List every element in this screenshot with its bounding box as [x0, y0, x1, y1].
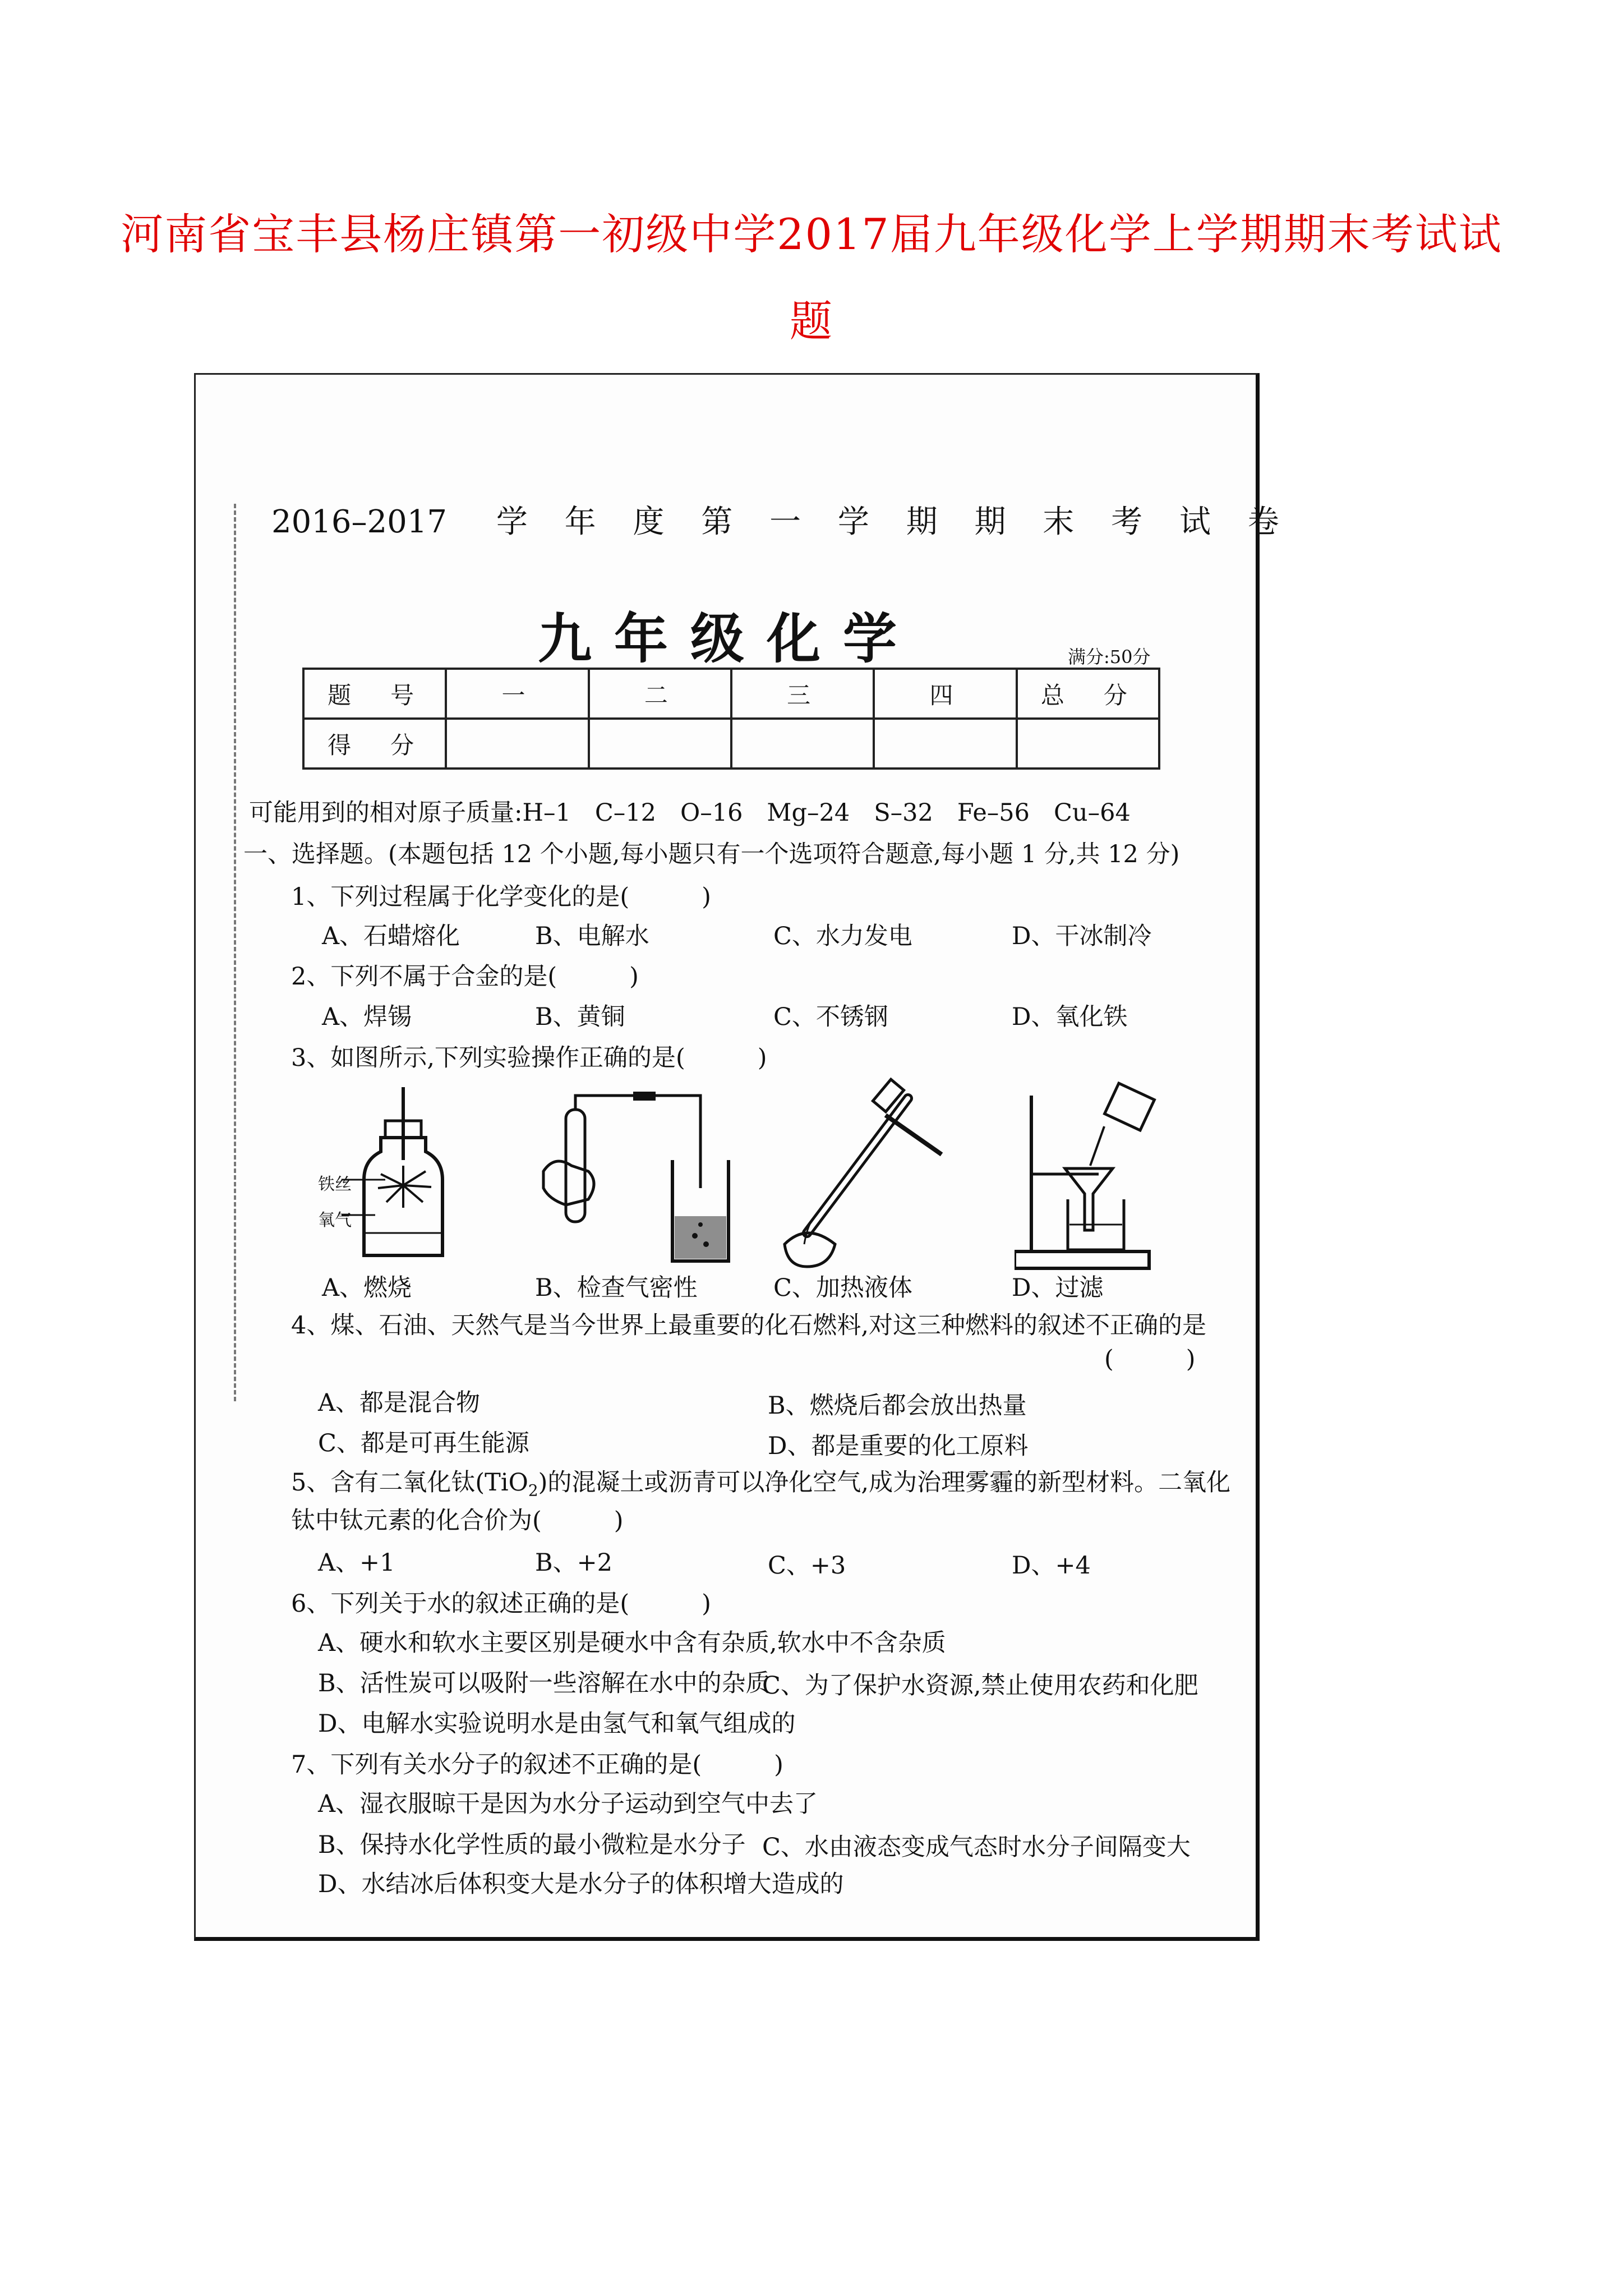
q2-option-d: D、氧化铁 [1012, 1003, 1128, 1031]
q7-option-a: A、湿衣服晾干是因为水分子运动到空气中去了 [318, 1790, 818, 1818]
q2-option-b: B、黄铜 [535, 1003, 625, 1031]
document-title-line2: 题 [790, 296, 833, 346]
label-oxygen: 氧气 [318, 1211, 352, 1230]
q4-option-c: C、都是可再生能源 [318, 1429, 529, 1457]
q4-option-a: A、都是混合物 [318, 1389, 481, 1417]
scanned-exam-page [194, 373, 1279, 1941]
q7-option-d: D、水结冰后体积变大是水分子的体积增大造成的 [318, 1870, 844, 1898]
atomic-masses: 可能用到的相对原子质量:H–1 C–12 O–16 Mg–24 S–32 Fe–56 Cu–64 [249, 799, 1131, 827]
score-table-header-row: 题 号 一 二 三 四 总 分 [303, 669, 1159, 719]
q4-stem: 4、煤、石油、天然气是当今世界上最重要的化石燃料,对这三种燃料的叙述不正确的是 [291, 1312, 1207, 1340]
apparatus-heating-liquid [773, 1076, 958, 1272]
q7-option-b: B、保持水化学性质的最小微粒是水分子 [318, 1831, 746, 1859]
q7-option-c: C、水由液态变成气态时水分子间隔变大 [762, 1833, 1191, 1861]
q3-option-c: C、加热液体 [773, 1274, 912, 1302]
label-iron-wire: 铁丝 [318, 1175, 352, 1194]
q1-option-c: C、水力发电 [773, 922, 912, 950]
score-cell[interactable] [589, 719, 731, 769]
q2-option-c: C、不锈钢 [773, 1003, 888, 1031]
score-cell[interactable] [731, 719, 874, 769]
section-1-heading: 一、选择题。(本题包括 12 个小题,每小题只有一个选项符合题意,每小题 1 分,共 12 分) [243, 840, 1180, 868]
score-table-score-row: 得 分 [303, 719, 1159, 769]
q1-option-d: D、干冰制冷 [1012, 922, 1152, 950]
q3-stem: 3、如图所示,下列实验操作正确的是( ) [291, 1044, 767, 1072]
q1-stem: 1、下列过程属于化学变化的是( ) [291, 883, 711, 911]
q6-option-a: A、硬水和软水主要区别是硬水中含有杂质,软水中不含杂质 [318, 1629, 946, 1657]
q1-option-a: A、石蜡熔化 [322, 922, 460, 950]
q5-option-d: D、+4 [1012, 1552, 1091, 1580]
q5-option-a: A、+1 [318, 1549, 395, 1577]
score-cell[interactable] [1017, 719, 1159, 769]
q6-option-d: D、电解水实验说明水是由氢气和氧气组成的 [318, 1710, 796, 1738]
q3-option-b: B、检查气密性 [535, 1274, 698, 1302]
score-cell[interactable] [874, 719, 1016, 769]
q4-option-b: B、燃烧后都会放出热量 [768, 1392, 1027, 1420]
document-title-line1: 河南省宝丰县杨庄镇第一初级中学2017届九年级化学上学期期末考试试 [121, 209, 1502, 259]
score-table [302, 668, 1160, 770]
full-score: 满分:50分 [1068, 646, 1151, 668]
exam-year: 2016–2017 [271, 504, 448, 540]
q6-stem: 6、下列关于水的叙述正确的是( ) [291, 1590, 711, 1618]
q6-option-c: C、为了保护水资源,禁止使用农药和化肥 [762, 1672, 1198, 1700]
q5-option-c: C、+3 [768, 1552, 846, 1580]
q2-option-a: A、焊锡 [322, 1003, 412, 1031]
apparatus-airtightness-check [532, 1087, 734, 1272]
apparatus-filtration [1015, 1073, 1183, 1275]
exam-header: 2016–2017 学 年 度 第 一 学 期 期 末 考 试 卷 [271, 504, 1279, 540]
score-cell[interactable] [446, 719, 588, 769]
subject-title: 九年级化学 [538, 607, 919, 670]
q6-option-b: B、活性炭可以吸附一些溶解在水中的杂质 [318, 1669, 770, 1697]
q5-stem-line1: 5、含有二氧化钛(TiO$_2$)的混凝土或沥青可以净化空气,成为治理雾霾的新型材料。二氧化 [291, 1469, 1231, 1500]
q7-stem: 7、下列有关水分子的叙述不正确的是( ) [291, 1751, 783, 1779]
q3-option-a: A、燃烧 [322, 1274, 412, 1302]
q2-stem: 2、下列不属于合金的是( ) [291, 963, 639, 991]
q4-answer-paren: ( ) [1104, 1345, 1196, 1373]
q5-stem-line2: 钛中钛元素的化合价为( ) [291, 1507, 624, 1535]
q4-option-d: D、都是重要的化工原料 [768, 1432, 1029, 1460]
q3-option-d: D、过滤 [1012, 1274, 1104, 1302]
q1-option-b: B、电解水 [535, 922, 649, 950]
q5-option-b: B、+2 [535, 1549, 612, 1577]
